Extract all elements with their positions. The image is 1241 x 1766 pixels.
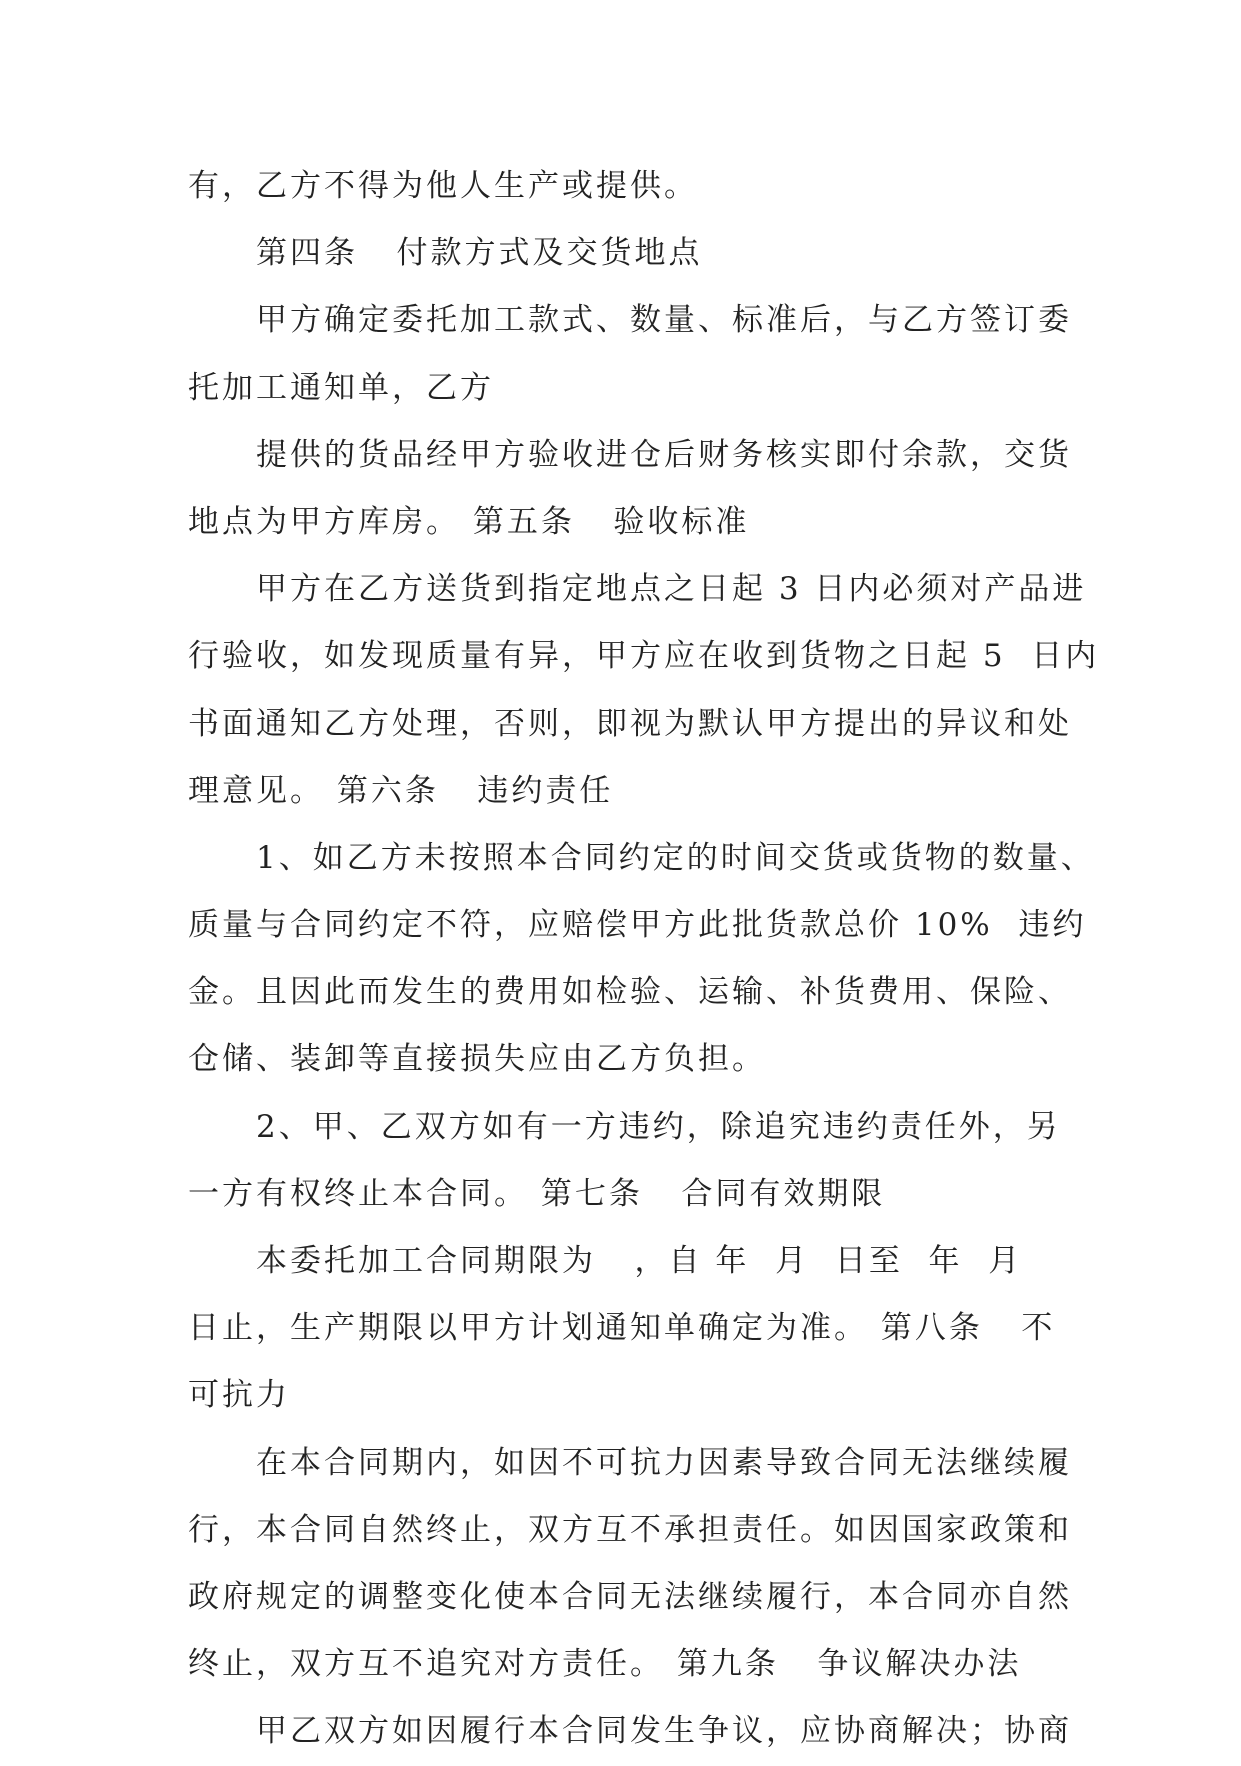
text-line: 行验收，如发现质量有异，甲方应在收到货物之日起 5 日内 bbox=[188, 638, 1100, 675]
text-line: 甲方确定委托加工款式、数量、标准后，与乙方签订委 bbox=[256, 302, 1072, 339]
text-line: 提供的货品经甲方验收进仓后财务核实即付余款，交货 bbox=[256, 436, 1072, 473]
text-line: 有，乙方不得为他人生产或提供。 bbox=[188, 168, 698, 204]
text-line: 在本合同期内，如因不可抗力因素导致合同无法继续履 bbox=[256, 1444, 1072, 1481]
text-line: 一方有权终止本合同。 第七条 合同有效期限 bbox=[188, 1175, 886, 1212]
text-line: 地点为甲方库房。 第五条 验收标准 bbox=[188, 503, 750, 540]
text-line: 本委托加工合同期限为 ，自 年 月 日至 年 月 bbox=[256, 1243, 1023, 1279]
text-line: 托加工通知单，乙方 bbox=[188, 369, 494, 406]
text-line: 质量与合同约定不符，应赔偿甲方此批货款总价 10% 违约 bbox=[188, 907, 1087, 944]
text-line: 终止，双方互不追究对方责任。 第九条 争议解决办法 bbox=[188, 1646, 1022, 1683]
text-line: 日止，生产期限以甲方计划通知单确定为准。 第八条 不 bbox=[188, 1310, 1056, 1347]
text-line: 可抗力 bbox=[188, 1377, 290, 1414]
text-line: 1、如乙方未按照本合同约定的时间交货或货物的数量、 bbox=[256, 839, 1095, 876]
text-line: 政府规定的调整变化使本合同无法继续履行，本合同亦自然 bbox=[188, 1578, 1072, 1615]
text-line: 仓储、装卸等直接损失应由乙方负担。 bbox=[188, 1041, 766, 1078]
text-line: 理意见。 第六条 违约责任 bbox=[188, 772, 614, 809]
text-line: 金。且因此而发生的费用如检验、运输、补货费用、保险、 bbox=[188, 974, 1072, 1011]
text-line: 甲方在乙方送货到指定地点之日起 3 日内必须对产品进 bbox=[256, 571, 1087, 608]
text-line: 甲乙双方如因履行本合同发生争议，应协商解决；协商 bbox=[256, 1713, 1072, 1750]
text-line: 2、甲、乙双方如有一方违约，除追究违约责任外，另 bbox=[256, 1108, 1061, 1145]
text-line: 第四条 付款方式及交货地点 bbox=[256, 235, 703, 272]
text-line: 行，本合同自然终止，双方互不承担责任。如因国家政策和 bbox=[188, 1511, 1072, 1548]
document-body bbox=[188, 153, 1100, 1766]
text-line: 书面通知乙方处理，否则，即视为默认甲方提出的异议和处 bbox=[188, 705, 1072, 742]
